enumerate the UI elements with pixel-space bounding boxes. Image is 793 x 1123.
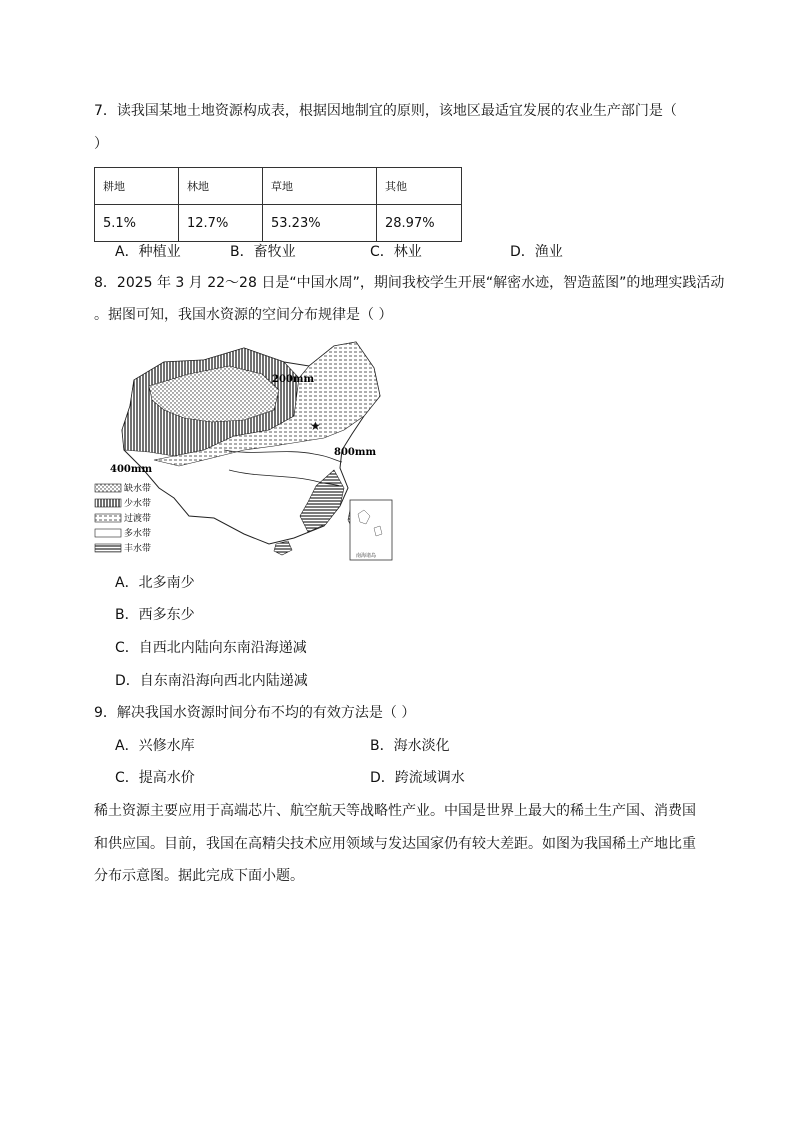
- value-cell-arable: 5.1%: [95, 205, 179, 242]
- header-cell-arable: 耕地: [95, 168, 179, 205]
- passage-line3: 分布示意图。据此完成下面小题。: [94, 868, 304, 884]
- table-value-row: [95, 205, 462, 242]
- q9-option-b[interactable]: B．海水淡化: [370, 738, 450, 754]
- q8-option-c[interactable]: C．自西北内陆向东南沿海递减: [115, 640, 307, 656]
- legend-swatch-scarce: [95, 484, 121, 492]
- isoline-label-400mm: 400mm: [110, 464, 153, 475]
- south-sea-inset: [350, 500, 392, 560]
- isoline-label-800mm: 800mm: [334, 447, 377, 458]
- q9-option-a[interactable]: A．兴修水库: [115, 738, 195, 754]
- q8-option-a[interactable]: A．北多南少: [115, 575, 195, 591]
- legend-swatch-rich: [95, 544, 121, 552]
- legend-label-scarce: 缺水带: [124, 484, 152, 494]
- legend-swatch-transition: [95, 514, 121, 522]
- isoline-label-200mm: 200mm: [272, 374, 315, 385]
- q7-option-c[interactable]: C．林业: [370, 244, 422, 260]
- map-legend: [95, 482, 151, 554]
- hainan-island: [274, 541, 292, 555]
- land-resource-table: [94, 167, 462, 242]
- header-cell-grass: 草地: [263, 168, 377, 205]
- inset-label: 南海诸岛: [356, 553, 377, 559]
- table-header-row: [95, 168, 462, 205]
- q7-option-d[interactable]: D．渔业: [510, 244, 563, 260]
- legend-swatch-more: [95, 529, 121, 537]
- passage-line2: 和供应国。目前，我国在高精尖技术应用领域与发达国家仍有较大差距。如图为我国稀土产地比重: [94, 836, 696, 852]
- q8-stem-line2: 。据图可知，我国水资源的空间分布规律是（ ）: [94, 307, 393, 323]
- legend-swatch-less: [95, 499, 121, 507]
- passage-line1: 稀土资源主要应用于高端芯片、航空航天等战略性产业。中国是世界上最大的稀土生产国、消费国: [94, 803, 696, 819]
- q9-option-c[interactable]: C．提高水价: [115, 770, 195, 786]
- legend-label-rich: 丰水带: [124, 544, 152, 554]
- q7-option-b[interactable]: B．畜牧业: [230, 244, 296, 260]
- value-cell-other: 28.97%: [377, 205, 462, 242]
- china-water-resources-map: [94, 338, 394, 564]
- legend-label-less: 少水带: [124, 499, 152, 509]
- q7-option-a[interactable]: A．种植业: [115, 244, 181, 260]
- value-cell-grass: 53.23%: [263, 205, 377, 242]
- header-cell-other: 其他: [377, 168, 462, 205]
- header-cell-forest: 林地: [179, 168, 263, 205]
- value-cell-forest: 12.7%: [179, 205, 263, 242]
- capital-star-icon: ★: [310, 419, 321, 433]
- legend-label-transition: 过渡带: [124, 514, 152, 524]
- q9-option-d[interactable]: D．跨流域调水: [370, 770, 465, 786]
- q7-stem-line2: ）: [94, 136, 108, 152]
- q8-option-b[interactable]: B．西多东少: [115, 607, 195, 623]
- q9-stem: 9．解决我国水资源时间分布不均的有效方法是（ ）: [94, 705, 416, 721]
- legend-label-more: 多水带: [124, 529, 152, 539]
- q8-stem-line1: 8．2025 年 3 月 22～28 日是“中国水周”，期间我校学生开展“解密水迹，智造蓝图”的地理实践活动: [94, 275, 725, 291]
- q8-option-d[interactable]: D．自东南沿海向西北内陆递减: [115, 673, 308, 689]
- q7-stem-line1: 7．读我国某地土地资源构成表，根据因地制宜的原则，该地区最适宜发展的农业生产部门是（: [94, 103, 677, 119]
